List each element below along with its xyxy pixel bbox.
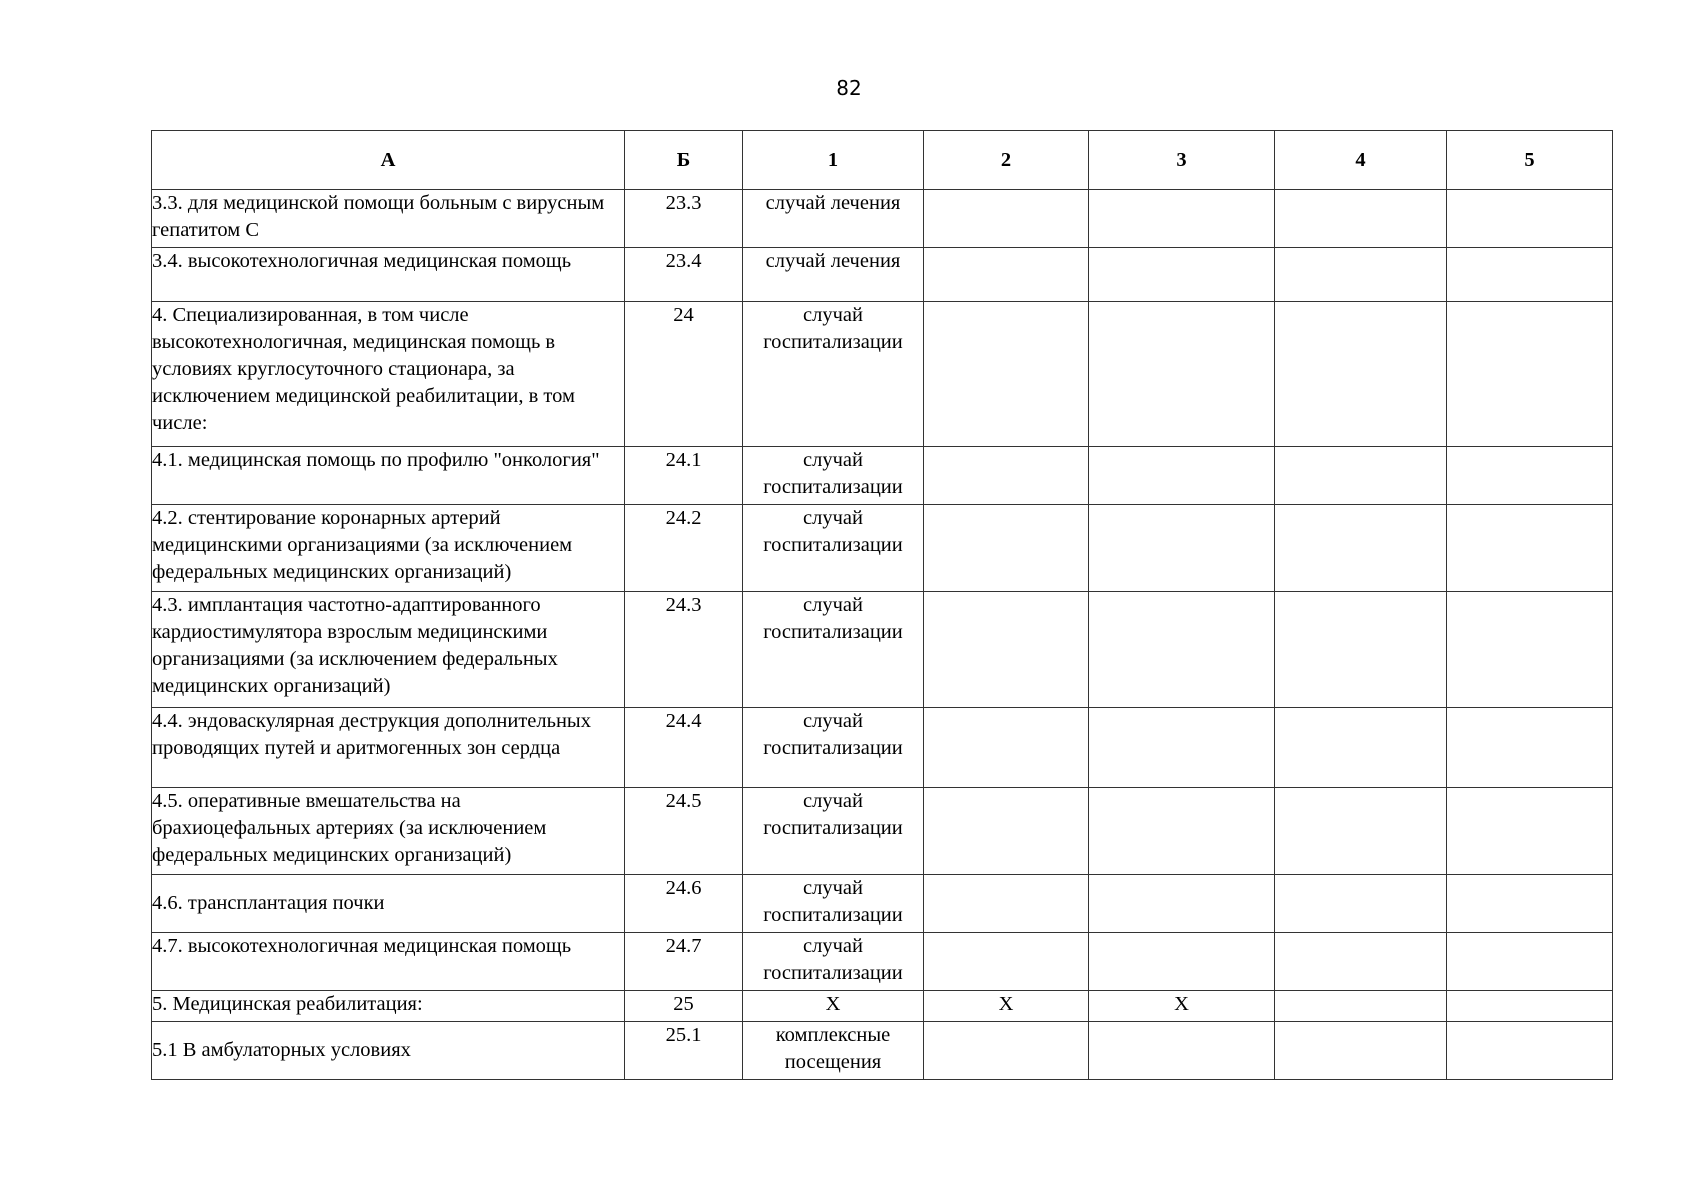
- row-col-5: [1447, 190, 1613, 248]
- table-row: [152, 190, 1613, 248]
- row-unit: случай лечения: [743, 248, 924, 302]
- row-description: 4.5. оперативные вмешательства на брахиоцефальных артериях (за исключением федеральных медицинских организаций): [152, 788, 625, 875]
- row-col-4: [1275, 190, 1447, 248]
- row-code: 24: [625, 302, 743, 447]
- row-col-3: [1089, 592, 1275, 708]
- row-description: 3.3. для медицинской помощи больным с вирусным гепатитом С: [152, 190, 625, 248]
- table-row: [152, 708, 1613, 788]
- row-col-5: [1447, 933, 1613, 991]
- table-row: [152, 302, 1613, 447]
- row-col-5: [1447, 788, 1613, 875]
- row-col-5: [1447, 991, 1613, 1022]
- row-code: 24.2: [625, 505, 743, 592]
- row-unit: случай госпитализации: [743, 505, 924, 592]
- row-code: 24.6: [625, 875, 743, 933]
- row-col-2: [924, 447, 1089, 505]
- row-unit: Х: [743, 991, 924, 1022]
- row-col-3: [1089, 190, 1275, 248]
- row-col-2: [924, 248, 1089, 302]
- row-col-3: [1089, 302, 1275, 447]
- row-col-3: [1089, 1022, 1275, 1080]
- row-description: 4.1. медицинская помощь по профилю "онкология": [152, 447, 625, 505]
- row-col-2: [924, 505, 1089, 592]
- row-col-3: [1089, 248, 1275, 302]
- row-description: 4.6. трансплантация почки: [152, 875, 625, 933]
- row-col-4: [1275, 1022, 1447, 1080]
- row-col-4: [1275, 991, 1447, 1022]
- header-cell: 2: [924, 131, 1089, 190]
- row-code: 25: [625, 991, 743, 1022]
- row-col-4: [1275, 592, 1447, 708]
- row-col-3: [1089, 933, 1275, 991]
- row-code: 24.4: [625, 708, 743, 788]
- row-unit: случай госпитализации: [743, 302, 924, 447]
- row-code: 25.1: [625, 1022, 743, 1080]
- row-code: 23.3: [625, 190, 743, 248]
- header-cell: 1: [743, 131, 924, 190]
- row-code: 24.3: [625, 592, 743, 708]
- row-code: 23.4: [625, 248, 743, 302]
- row-col-3: Х: [1089, 991, 1275, 1022]
- header-cell: 3: [1089, 131, 1275, 190]
- table-row: [152, 592, 1613, 708]
- row-col-2: Х: [924, 991, 1089, 1022]
- row-col-4: [1275, 875, 1447, 933]
- row-col-4: [1275, 505, 1447, 592]
- row-col-3: [1089, 708, 1275, 788]
- row-description: 5. Медицинская реабилитация:: [152, 991, 625, 1022]
- page-number: 82: [836, 76, 862, 100]
- row-description: 4.7. высокотехнологичная медицинская помощь: [152, 933, 625, 991]
- row-description: 4.3. имплантация частотно-адаптированного кардиостимулятора взрослым медицинскими организациями (за исключением федеральных медицинских организаций): [152, 592, 625, 708]
- row-col-3: [1089, 875, 1275, 933]
- row-code: 24.7: [625, 933, 743, 991]
- row-unit: случай госпитализации: [743, 592, 924, 708]
- header-cell: А: [152, 131, 625, 190]
- row-col-3: [1089, 788, 1275, 875]
- row-col-4: [1275, 788, 1447, 875]
- row-col-5: [1447, 1022, 1613, 1080]
- header-row: [152, 131, 1613, 190]
- row-col-5: [1447, 708, 1613, 788]
- row-col-2: [924, 708, 1089, 788]
- table-row: [152, 505, 1613, 592]
- row-unit: комплексные посещения: [743, 1022, 924, 1080]
- row-col-2: [924, 302, 1089, 447]
- row-code: 24.5: [625, 788, 743, 875]
- row-col-2: [924, 933, 1089, 991]
- row-unit: случай госпитализации: [743, 447, 924, 505]
- row-col-2: [924, 875, 1089, 933]
- row-code: 24.1: [625, 447, 743, 505]
- header-cell: 5: [1447, 131, 1613, 190]
- row-col-3: [1089, 447, 1275, 505]
- table-row: [152, 788, 1613, 875]
- table-row: [152, 933, 1613, 991]
- row-unit: случай госпитализации: [743, 708, 924, 788]
- row-col-2: [924, 592, 1089, 708]
- row-col-4: [1275, 248, 1447, 302]
- row-col-4: [1275, 933, 1447, 991]
- row-col-4: [1275, 708, 1447, 788]
- table-row: [152, 248, 1613, 302]
- row-col-5: [1447, 302, 1613, 447]
- row-col-2: [924, 190, 1089, 248]
- row-col-5: [1447, 447, 1613, 505]
- row-description: 4.4. эндоваскулярная деструкция дополнительных проводящих путей и аритмогенных зон сердца: [152, 708, 625, 788]
- row-col-5: [1447, 875, 1613, 933]
- row-unit: случай госпитализации: [743, 875, 924, 933]
- header-cell: Б: [625, 131, 743, 190]
- row-col-5: [1447, 505, 1613, 592]
- row-col-3: [1089, 505, 1275, 592]
- table-row: [152, 447, 1613, 505]
- data-table: [151, 130, 1613, 1080]
- row-unit: случай лечения: [743, 190, 924, 248]
- row-col-4: [1275, 302, 1447, 447]
- row-description: 3.4. высокотехнологичная медицинская помощь: [152, 248, 625, 302]
- row-col-5: [1447, 248, 1613, 302]
- table-row: [152, 875, 1613, 933]
- table-row: [152, 991, 1613, 1022]
- row-unit: случай госпитализации: [743, 933, 924, 991]
- row-col-4: [1275, 447, 1447, 505]
- row-description: 4. Специализированная, в том числе высокотехнологичная, медицинская помощь в условиях круглосуточного стационара, за исключением медицинской реабилитации, в том числе:: [152, 302, 625, 447]
- row-col-2: [924, 788, 1089, 875]
- row-col-5: [1447, 592, 1613, 708]
- table-row: [152, 1022, 1613, 1080]
- row-unit: случай госпитализации: [743, 788, 924, 875]
- row-description: 5.1 В амбулаторных условиях: [152, 1022, 625, 1080]
- row-col-2: [924, 1022, 1089, 1080]
- header-cell: 4: [1275, 131, 1447, 190]
- row-description: 4.2. стентирование коронарных артерий медицинскими организациями (за исключением федеральных медицинских организаций): [152, 505, 625, 592]
